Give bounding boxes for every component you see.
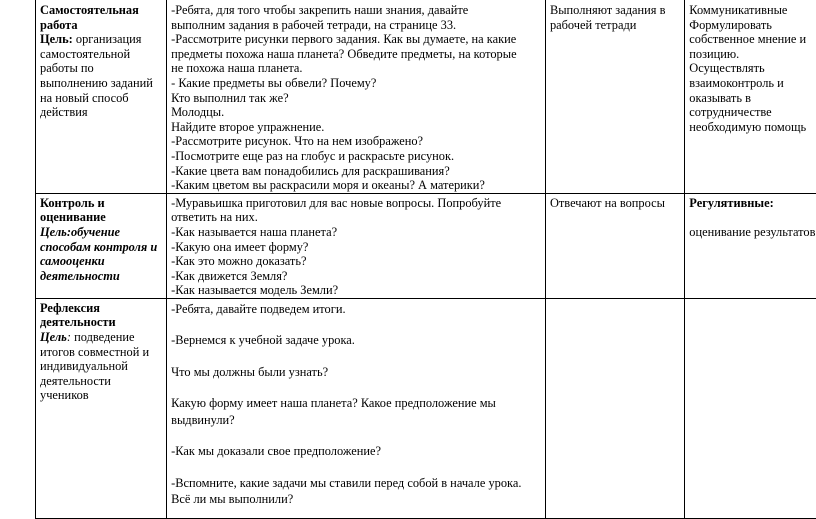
student-line: Выполняют задания в: [550, 3, 680, 18]
table-row: [36, 193, 816, 298]
teacher-line: выполним задания в рабочей тетради, на странице 33.: [171, 18, 541, 33]
spacer: [171, 460, 541, 475]
teacher-line: ответить на них.: [171, 210, 541, 225]
teacher-line: выдвинули?: [171, 412, 541, 429]
uud-line: собственное мнение и: [689, 32, 816, 47]
teacher-line: -Посмотрите еще раз на глобус и раскрасьте рисунок.: [171, 149, 541, 164]
teacher-activity-cell: [167, 0, 546, 193]
student-activity-cell: [545, 298, 684, 518]
uud-title: Регулятивные:: [689, 196, 816, 211]
goal-label: Цель: [40, 330, 67, 344]
goal-line: итогов совместной и: [40, 345, 162, 360]
teacher-line: не похожа наша планета.: [171, 61, 541, 76]
teacher-line: -Как называется модель Земли?: [171, 283, 541, 298]
goal-line: самооценки: [40, 254, 162, 269]
stage-title: Рефлексия: [40, 301, 162, 316]
stage-goal: [40, 32, 162, 120]
teacher-line: -Муравьишка приготовил для вас новые вопросы. Попробуйте: [171, 196, 541, 211]
student-activity-cell: [545, 0, 684, 193]
teacher-line: -Вспомните, какие задачи мы ставили перед собой в начале урока.: [171, 475, 541, 492]
teacher-line: Кто выполнил так же?: [171, 91, 541, 106]
goal-line: деятельности: [40, 269, 162, 284]
stage-cell: [36, 298, 167, 518]
goal-line: учеников: [40, 388, 162, 403]
stage-cell: [36, 193, 167, 298]
goal-line: [40, 330, 162, 345]
spacer: [689, 210, 816, 225]
teacher-line: Молодцы.: [171, 105, 541, 120]
uud-line: оценивание результатов: [689, 225, 816, 240]
stage-title: деятельности: [40, 315, 162, 330]
uud-line: Осуществлять: [689, 61, 816, 76]
spacer: [171, 349, 541, 364]
uud-line: взаимоконтроль и: [689, 76, 816, 91]
student-activity-cell: [545, 193, 684, 298]
table-row: [36, 298, 816, 518]
teacher-line: -Вернемся к учебной задаче урока.: [171, 332, 541, 349]
teacher-line: -Рассмотрите рисунки первого задания. Как вы думаете, на какие: [171, 32, 541, 47]
teacher-line: Какую форму имеет наша планета? Какое предположение мы: [171, 395, 541, 412]
teacher-activity-cell: [167, 298, 546, 518]
teacher-line: - Какие предметы вы обвели? Почему?: [171, 76, 541, 91]
stage-title: Самостоятельная работа: [40, 3, 162, 32]
spacer: [171, 380, 541, 395]
table-row: [36, 0, 816, 193]
teacher-line: -Как мы доказали свое предположение?: [171, 443, 541, 460]
teacher-line: -Какую она имеет форму?: [171, 240, 541, 255]
teacher-activity-cell: [167, 193, 546, 298]
teacher-line: -Каким цветом вы раскрасили моря и океаны? А материки?: [171, 178, 541, 193]
teacher-line: -Ребята, давайте подведем итоги.: [171, 301, 541, 318]
student-line: рабочей тетради: [550, 18, 680, 33]
teacher-line: -Ребята, для того чтобы закрепить наши знания, давайте: [171, 3, 541, 18]
uud-line: позицию.: [689, 47, 816, 62]
teacher-line: -Какие цвета вам понадобились для раскрашивания?: [171, 164, 541, 179]
teacher-line: -Как называется наша планета?: [171, 225, 541, 240]
uud-line: оказывать в: [689, 91, 816, 106]
teacher-line: -Как это можно доказать?: [171, 254, 541, 269]
lesson-plan-table: [35, 0, 816, 519]
goal-line: Цель:обучение: [40, 225, 162, 240]
goal-text: организация самостоятельной работы по выполнению заданий на новый способ действия: [40, 32, 153, 119]
stage-cell: [36, 0, 167, 193]
teacher-line: Что мы должны были узнать?: [171, 364, 541, 381]
goal-label: Цель:: [40, 32, 73, 46]
uud-line: сотрудничестве: [689, 105, 816, 120]
goal-text: подведение: [71, 330, 135, 344]
teacher-line: Всё ли мы выполнили?: [171, 491, 541, 508]
teacher-line: -Рассмотрите рисунок. Что на нем изображено?: [171, 134, 541, 149]
uud-cell: [685, 193, 816, 298]
uud-cell: [685, 298, 816, 518]
goal-colon: :: [67, 330, 71, 344]
teacher-line: Найдите второе упражнение.: [171, 120, 541, 135]
stage-title: оценивание: [40, 210, 162, 225]
spacer: [171, 429, 541, 444]
goal-line: способам контроля и: [40, 240, 162, 255]
uud-line: Формулировать: [689, 18, 816, 33]
spacer: [171, 318, 541, 333]
goal-line: индивидуальной: [40, 359, 162, 374]
uud-line: Коммуникативные: [689, 3, 816, 18]
uud-cell: [685, 0, 816, 193]
teacher-line: предметы похожа наша планета? Обведите предметы, на которые: [171, 47, 541, 62]
uud-line: необходимую помощь: [689, 120, 816, 135]
student-line: Отвечают на вопросы: [550, 196, 680, 211]
teacher-line: -Как движется Земля?: [171, 269, 541, 284]
stage-title: Контроль и: [40, 196, 162, 211]
goal-line: деятельности: [40, 374, 162, 389]
